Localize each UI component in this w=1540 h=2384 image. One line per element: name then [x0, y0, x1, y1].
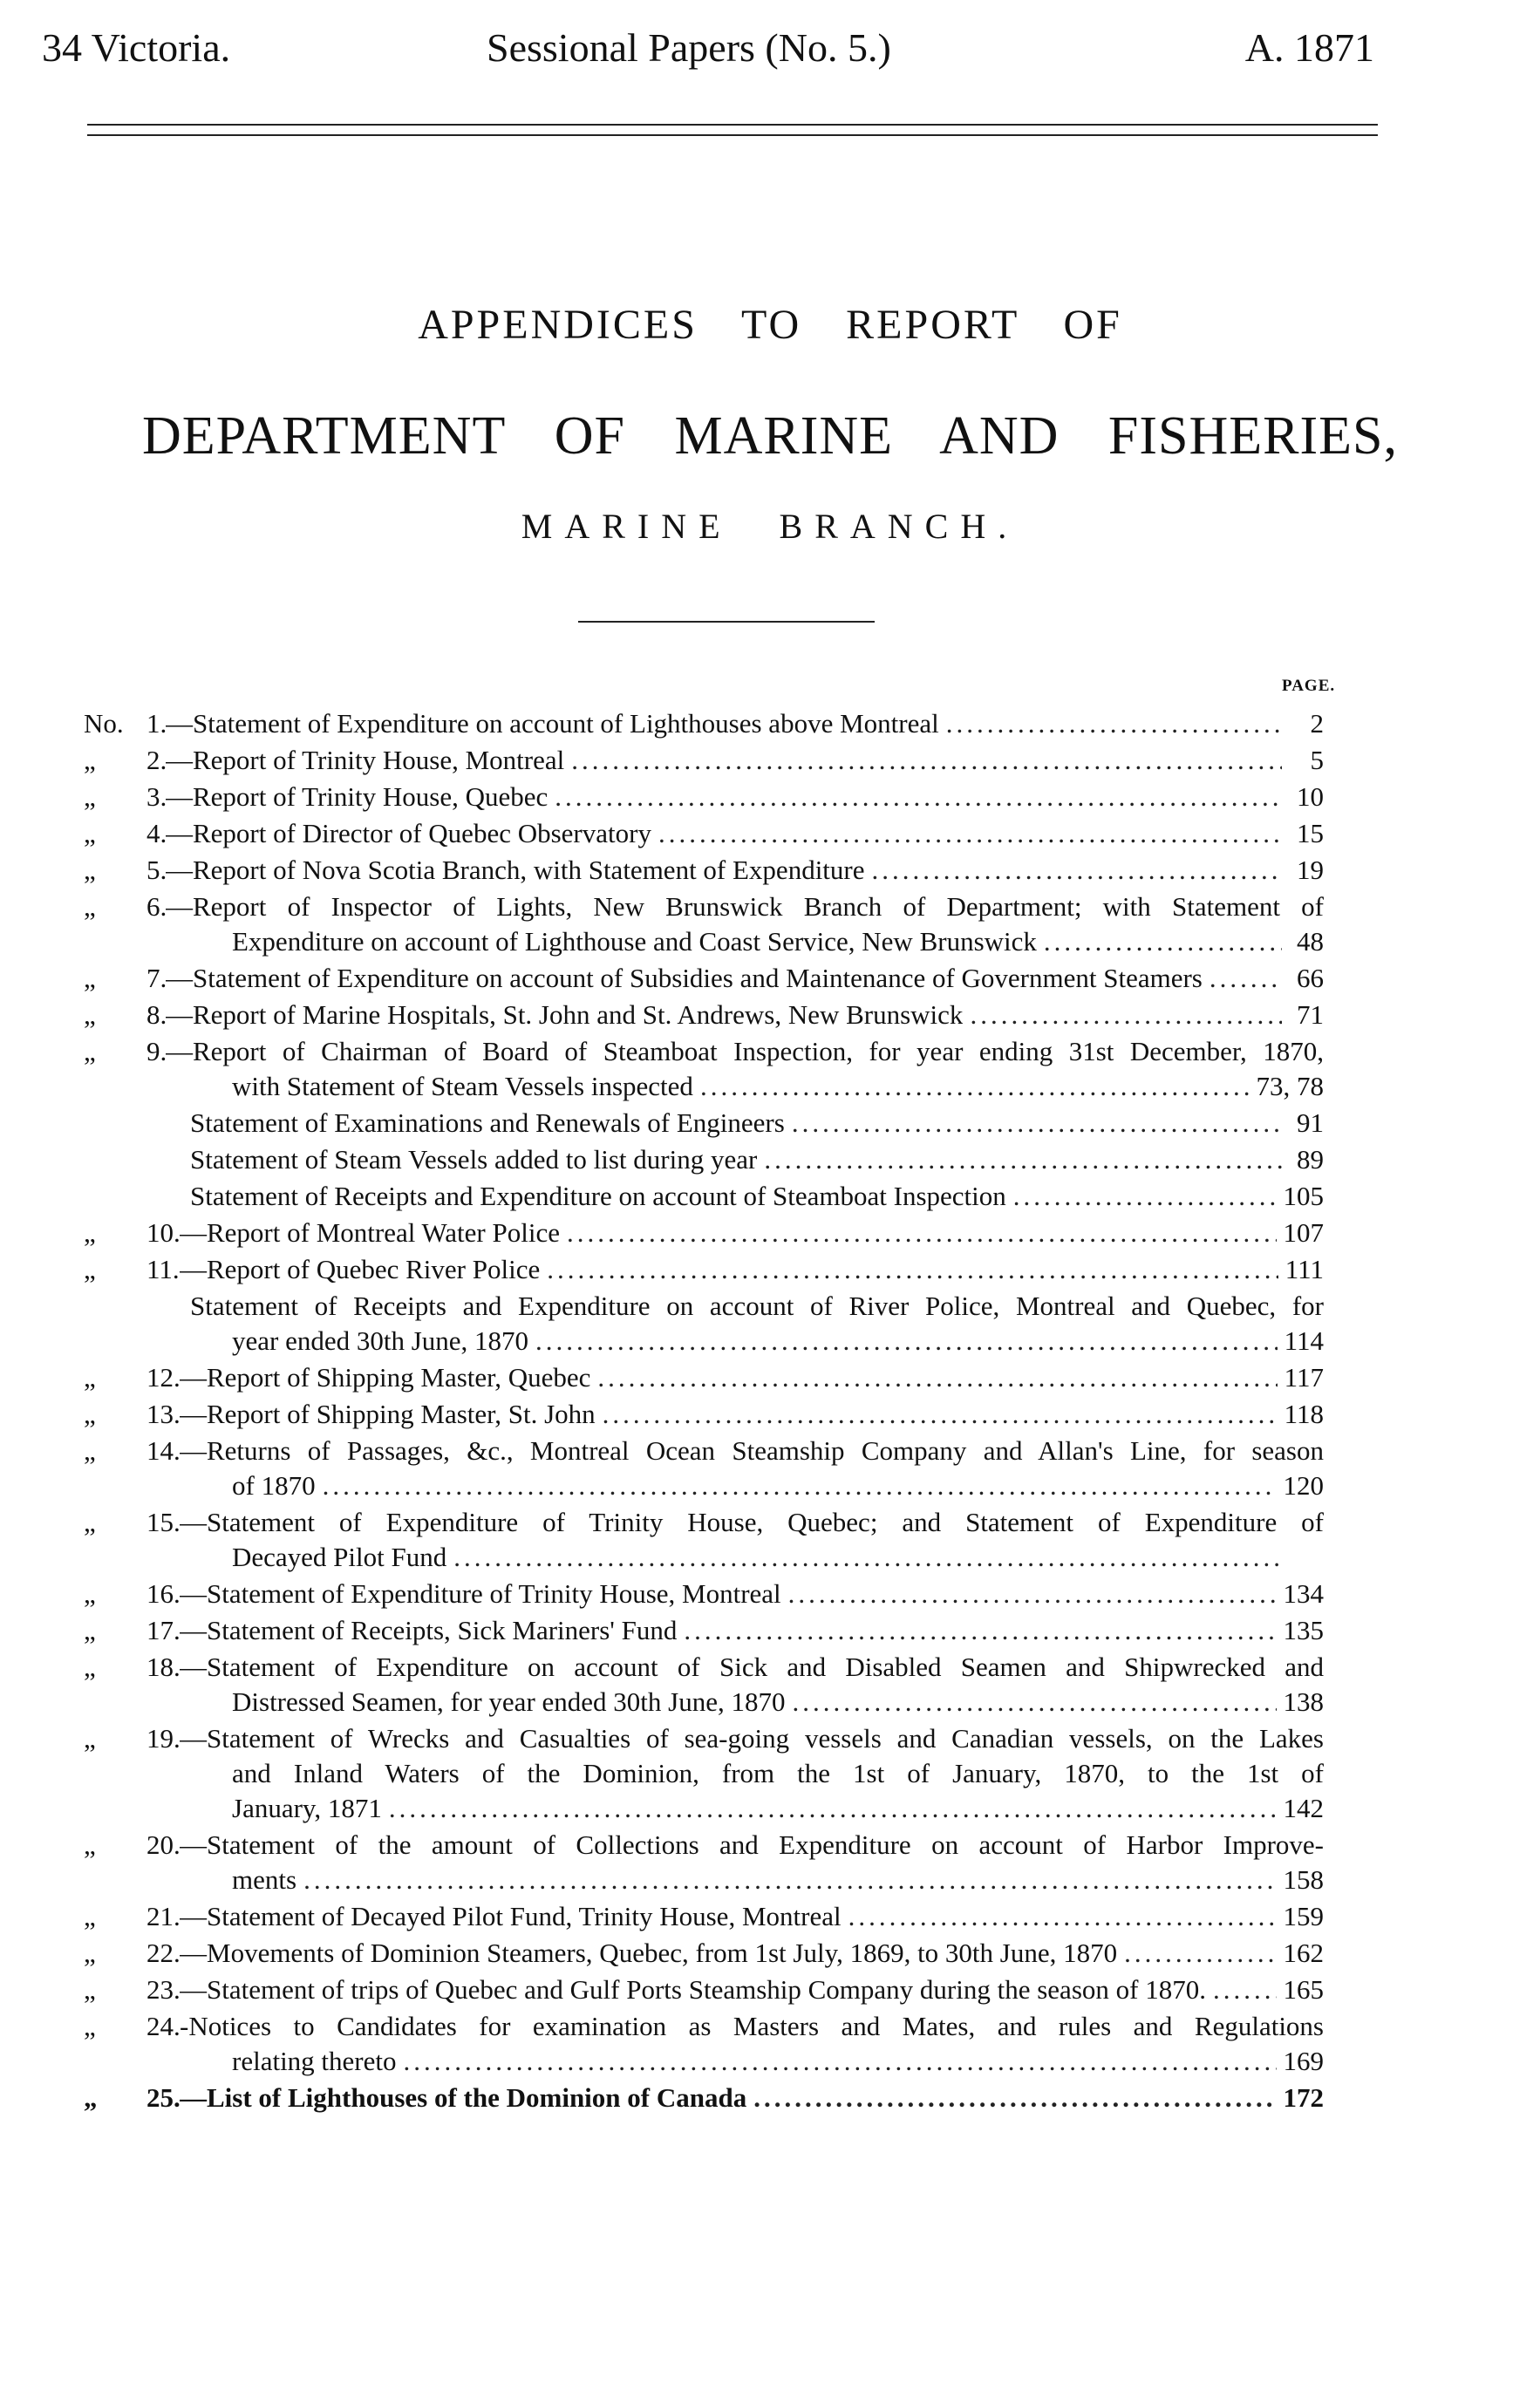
toc-entry-page: 134	[1283, 1578, 1324, 1609]
toc-entry-title: —Report of Marine Hospitals, St. John and St. Andrews, New Brunswick	[166, 999, 964, 1030]
toc-entry-title: —Report of Director of Quebec Observatory	[166, 818, 651, 848]
toc-entry-page: 159	[1283, 1901, 1324, 1931]
toc-row	[0, 853, 1540, 888]
toc-entry-number: 8.	[147, 999, 167, 1030]
toc-entry-title: Statement of Examinations and Renewals of Engineers	[190, 1107, 785, 1138]
toc-entry-number: 9.	[147, 1036, 167, 1066]
toc-row	[0, 1252, 1540, 1287]
toc-row	[0, 2044, 1540, 2079]
toc-entry-number: 3.	[147, 781, 167, 812]
toc-row	[0, 1216, 1540, 1250]
leader-dots	[792, 1685, 1276, 1720]
toc-row	[0, 2081, 1540, 2115]
toc-entry-page: 66	[1297, 963, 1324, 993]
toc-entry-title: —Report of Inspector of Lights, New Brunswick Branch of Department; with Statement of	[166, 891, 1324, 922]
toc-row	[0, 706, 1540, 741]
toc-row	[0, 1577, 1540, 1611]
toc-entry-marker: „	[84, 818, 96, 848]
toc-entry-page: 15	[1297, 818, 1324, 848]
leader-dots	[764, 1142, 1282, 1177]
toc-entry-marker: „	[84, 1652, 96, 1682]
leader-dots	[792, 1106, 1282, 1141]
toc-entry-number: 20.	[147, 1829, 181, 1860]
toc-entry-title: —Statement of Wrecks and Casualties of sea-going vessels and Canadian vessels, on the Lakes	[180, 1723, 1324, 1754]
toc-entry-page: 73, 78	[1256, 1071, 1324, 1101]
toc-row	[0, 1721, 1540, 1756]
leader-dots	[567, 1216, 1277, 1250]
toc-entry-title: and Inland Waters of the Dominion, from the 1st of January, 1870, to the 1st of	[232, 1758, 1324, 1788]
toc-row	[0, 1324, 1540, 1359]
toc-entry-title: Statement of Receipts and Expenditure on account of River Police, Montreal and Quebec, for	[190, 1291, 1324, 1321]
toc-entry-marker: „	[84, 1254, 96, 1284]
leader-dots	[597, 1360, 1277, 1395]
header-sessional-papers: Sessional Papers (No. 5.)	[487, 25, 891, 70]
toc-entry-marker: „	[84, 1829, 96, 1860]
toc-entry-title: —Statement of Receipts, Sick Mariners' Fund	[180, 1615, 678, 1645]
toc-row	[0, 743, 1540, 778]
toc-entry-page: 138	[1283, 1686, 1324, 1717]
toc-row	[0, 1106, 1540, 1141]
toc-entry-title: —Movements of Dominion Steamers, Quebec, from 1st July, 1869, to 30th June, 1870	[180, 1938, 1118, 1968]
toc-entry-number: 19.	[147, 1723, 181, 1754]
toc-entry-title: —Report of Quebec River Police	[180, 1254, 541, 1284]
toc-entry-number: 24.	[147, 2011, 181, 2041]
toc-entry-marker: „	[84, 1723, 96, 1754]
leader-dots	[848, 1899, 1277, 1934]
leader-dots	[1013, 1179, 1277, 1214]
toc-row	[0, 1505, 1540, 1540]
header-year: A. 1871	[1244, 25, 1374, 70]
toc-row	[0, 924, 1540, 959]
toc-entry-page: 135	[1283, 1615, 1324, 1645]
page-column-heading: PAGE.	[1282, 677, 1336, 695]
toc-entry-page	[1289, 1540, 1324, 1575]
toc-entry-title: —Statement of Decayed Pilot Fund, Trinity House, Montreal	[180, 1901, 842, 1931]
toc-entry-page: 165	[1283, 1974, 1324, 2005]
toc-entry-title: Statement of Receipts and Expenditure on account of Steamboat Inspection	[190, 1181, 1006, 1211]
toc-entry-title: of 1870	[232, 1470, 316, 1501]
toc-entry-title: —Report of Nova Scotia Branch, with Statement of Expenditure	[166, 855, 865, 885]
toc-row	[0, 1468, 1540, 1503]
toc-entry-page: 105	[1283, 1181, 1324, 1211]
toc-row	[0, 1289, 1540, 1324]
toc-row	[0, 889, 1540, 924]
toc-entry-title: -Notices to Candidates for examination as Masters and Mates, and rules and Regulations	[180, 2011, 1324, 2041]
toc-row	[0, 1179, 1540, 1214]
toc-entry-number: 17.	[147, 1615, 181, 1645]
header-session: 34 Victoria.	[42, 25, 231, 70]
toc-row	[0, 2009, 1540, 2044]
toc-entry-title: Expenditure on account of Lighthouse and Coast Service, New Brunswick	[232, 926, 1037, 957]
toc-entry-title: —Statement of Expenditure of Trinity House, Montreal	[180, 1578, 781, 1609]
toc-entry-number: 23.	[147, 1974, 181, 2005]
toc-entry-marker: No.	[84, 708, 124, 739]
toc-row	[0, 1434, 1540, 1468]
toc-entry-number: 18.	[147, 1652, 181, 1682]
toc-entry-number: 1.	[147, 708, 167, 739]
toc-row	[0, 1142, 1540, 1177]
toc-entry-number: 13.	[147, 1399, 181, 1429]
toc-entry-marker: „	[84, 1938, 96, 1968]
toc-entry-title: —Report of Trinity House, Montreal	[166, 745, 565, 775]
toc-entry-page: 107	[1283, 1217, 1324, 1248]
toc-entry-title: —Report of Chairman of Board of Steamboat Inspection, for year ending 31st December, 1870,	[166, 1036, 1324, 1066]
toc-entry-page: 19	[1297, 855, 1324, 885]
toc-entry-number: 7.	[147, 963, 167, 993]
toc-entry-number: 21.	[147, 1901, 181, 1931]
toc-entry-title: —Report of Shipping Master, St. John	[180, 1399, 596, 1429]
toc-entry-page: 48	[1297, 926, 1324, 957]
toc-entry-title: —Statement of Expenditure of Trinity House, Quebec; and Statement of Expenditure of	[180, 1507, 1324, 1537]
toc-entry-title: —Statement of Expenditure on account of Sick and Disabled Seamen and Shipwrecked and	[180, 1652, 1324, 1682]
toc-entry-page: 114	[1284, 1325, 1324, 1356]
title-branch: MARINE BRANCH.	[521, 507, 1019, 546]
toc-entry-page: 172	[1283, 2082, 1324, 2113]
toc-row	[0, 1756, 1540, 1791]
leader-dots	[453, 1540, 1282, 1575]
toc-entry-number: 22.	[147, 1938, 181, 1968]
toc-entry-title: —Returns of Passages, &c., Montreal Ocean Steamship Company and Allan's Line, for season	[180, 1435, 1324, 1466]
toc-entry-title: —Statement of trips of Quebec and Gulf Ports Steamship Company during the season of 1870.	[180, 1974, 1206, 2005]
toc-entry-marker: „	[84, 1578, 96, 1609]
toc-entry-title: —Report of Montreal Water Police	[180, 1217, 560, 1248]
leader-dots	[753, 2081, 1276, 2115]
leader-dots	[547, 1252, 1278, 1287]
toc-row	[0, 1828, 1540, 1863]
leader-dots	[571, 743, 1282, 778]
toc-entry-page: 89	[1297, 1144, 1324, 1175]
toc-entry-marker: „	[84, 999, 96, 1030]
toc-entry-page: 71	[1297, 999, 1324, 1030]
toc-entry-number: 25.	[147, 2082, 181, 2113]
leader-dots	[788, 1577, 1277, 1611]
toc-entry-marker: „	[84, 1974, 96, 2005]
toc-entry-marker: „	[84, 1362, 96, 1393]
toc-row	[0, 1613, 1540, 1648]
toc-row	[0, 1650, 1540, 1685]
leader-dots	[700, 1069, 1250, 1104]
toc-entry-marker: „	[84, 1901, 96, 1931]
leader-dots	[303, 1863, 1276, 1897]
toc-entry-page: 169	[1283, 2046, 1324, 2076]
toc-entry-number: 5.	[147, 855, 167, 885]
leader-dots	[404, 2044, 1277, 2079]
toc-row	[0, 816, 1540, 851]
toc-row	[0, 1034, 1540, 1069]
toc-row	[0, 1972, 1540, 2007]
toc-entry-title: with Statement of Steam Vessels inspected	[232, 1071, 693, 1101]
toc-entry-number: 11.	[147, 1254, 180, 1284]
toc-entry-title: ments	[232, 1864, 297, 1895]
toc-entry-number: 12.	[147, 1362, 181, 1393]
toc-entry-page: 117	[1284, 1362, 1324, 1393]
toc-entry-title: Statement of Steam Vessels added to list during year	[190, 1144, 758, 1175]
title-department: DEPARTMENT OF MARINE AND FISHERIES,	[141, 406, 1399, 466]
toc-entry-marker: „	[84, 1036, 96, 1066]
toc-entry-marker: „	[84, 891, 96, 922]
toc-entry-title: year ended 30th June, 1870	[232, 1325, 529, 1356]
toc-entry-title: —Report of Trinity House, Quebec	[166, 781, 549, 812]
leader-dots	[603, 1397, 1278, 1432]
toc-entry-title: Distressed Seamen, for year ended 30th June, 1870	[232, 1686, 786, 1717]
toc-entry-marker: „	[84, 781, 96, 812]
toc-entry-title: —Statement of the amount of Collections and Expenditure on account of Harbor Improve-	[180, 1829, 1324, 1860]
toc-entry-number: 2.	[147, 745, 167, 775]
toc-entry-marker: „	[84, 1435, 96, 1466]
toc-entry-marker: „	[84, 1217, 96, 1248]
toc-row	[0, 1791, 1540, 1826]
toc-entry-page: 118	[1284, 1399, 1324, 1429]
toc-entry-marker: „	[84, 2011, 96, 2041]
toc-entry-page: 2	[1310, 708, 1324, 739]
toc-row	[0, 961, 1540, 996]
toc-row	[0, 1069, 1540, 1104]
toc-entry-number: 15.	[147, 1507, 181, 1537]
toc-entry-marker: „	[84, 1507, 96, 1537]
leader-dots	[684, 1613, 1276, 1648]
leader-dots	[1044, 924, 1282, 959]
toc-entry-page: 158	[1283, 1864, 1324, 1895]
toc-entry-title: Decayed Pilot Fund	[232, 1542, 447, 1572]
toc-entry-marker: „	[84, 1399, 96, 1429]
toc-entry-marker: „	[84, 855, 96, 885]
toc-entry-page: 162	[1283, 1938, 1324, 1968]
toc-entry-marker: „	[84, 1615, 96, 1645]
leader-dots	[1210, 961, 1282, 996]
toc-row	[0, 1360, 1540, 1395]
toc-entry-title: —Report of Shipping Master, Quebec	[180, 1362, 591, 1393]
toc-entry-number: 16.	[147, 1578, 181, 1609]
title-appendices: APPENDICES TO REPORT OF	[418, 302, 1122, 348]
toc-entry-page: 5	[1310, 745, 1324, 775]
leader-dots	[1213, 1972, 1277, 2007]
toc-row	[0, 1540, 1540, 1575]
toc-entry-title: January, 1871	[232, 1793, 382, 1823]
leader-dots	[872, 853, 1282, 888]
leader-dots	[970, 998, 1282, 1032]
toc-entry-marker: „	[84, 2082, 98, 2113]
toc-row	[0, 780, 1540, 814]
toc-row	[0, 1936, 1540, 1971]
toc-entry-number: 10.	[147, 1217, 181, 1248]
toc-entry-page: 111	[1284, 1254, 1324, 1284]
toc-entry-title: —Statement of Expenditure on account of Lighthouses above Montreal	[166, 708, 939, 739]
toc-row	[0, 1863, 1540, 1897]
leader-dots	[535, 1324, 1278, 1359]
toc-entry-marker: „	[84, 963, 96, 993]
toc-entry-page: 91	[1297, 1107, 1324, 1138]
toc-entry-number: 6.	[147, 891, 167, 922]
leader-dots	[658, 816, 1282, 851]
toc-entry-title: —List of Lighthouses of the Dominion of Canada	[180, 2082, 747, 2113]
toc-row	[0, 998, 1540, 1032]
toc-entry-title: —Statement of Expenditure on account of Subsidies and Maintenance of Government Steamers	[166, 963, 1203, 993]
leader-dots	[946, 706, 1282, 741]
toc-entry-page: 10	[1297, 781, 1324, 812]
toc-row	[0, 1397, 1540, 1432]
toc-entry-title: relating thereto	[232, 2046, 397, 2076]
toc-entry-marker: „	[84, 745, 96, 775]
toc-entry-page: 120	[1283, 1470, 1324, 1501]
toc-row	[0, 1899, 1540, 1934]
toc-entry-number: 4.	[147, 818, 167, 848]
leader-dots	[1124, 1936, 1276, 1971]
leader-dots	[323, 1468, 1277, 1503]
leader-dots	[555, 780, 1282, 814]
leader-dots	[389, 1791, 1277, 1826]
toc-entry-number: 14.	[147, 1435, 181, 1466]
toc-entry-page: 142	[1283, 1793, 1324, 1823]
toc-row	[0, 1685, 1540, 1720]
